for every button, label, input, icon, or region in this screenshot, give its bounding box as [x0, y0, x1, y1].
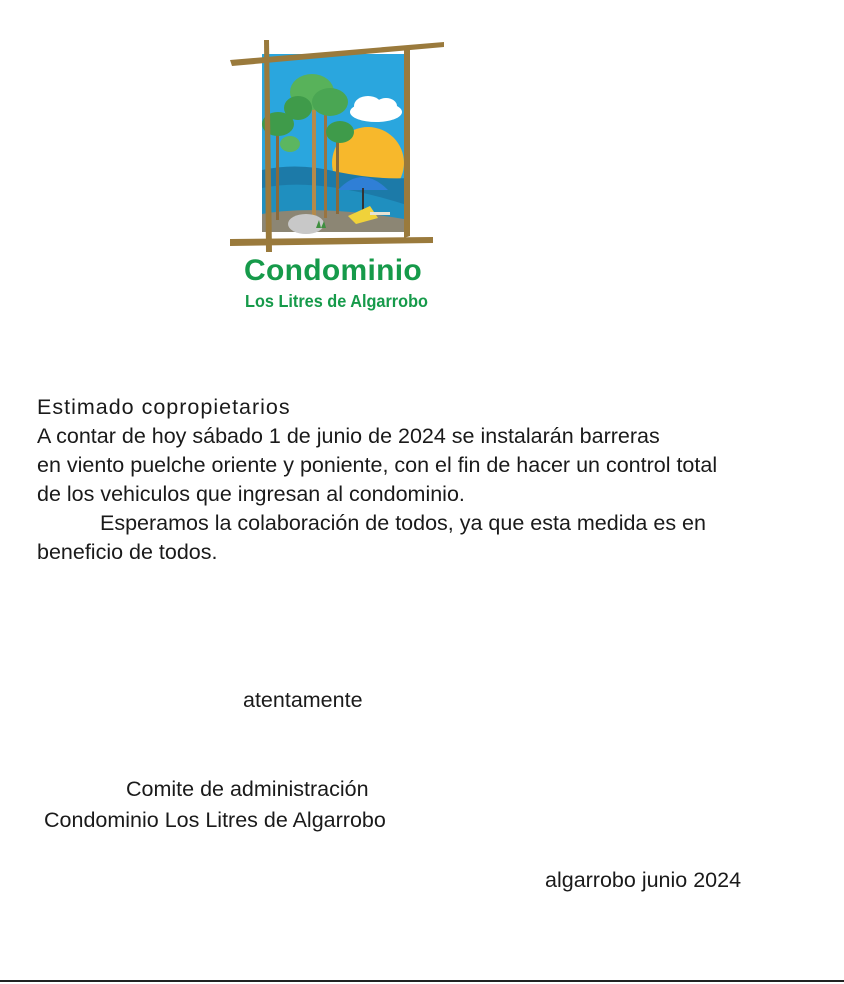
paragraph-1-line-1: A contar de hoy sábado 1 de junio de 2024 se instalarán barreras: [37, 424, 660, 448]
letter-greeting: Estimado copropietarios: [37, 395, 291, 419]
letter-date: algarrobo junio 2024: [545, 868, 742, 892]
paragraph-1-line-2: en viento puelche oriente y poniente, con el fin de hacer un control total: [37, 453, 718, 477]
signature-committee: Comite de administración: [126, 777, 369, 801]
signature-condominium: Condominio Los Litres de Algarrobo: [44, 808, 386, 832]
brand-subtitle: Los Litres de Algarrobo: [245, 291, 428, 311]
paragraph-1-line-3: de los vehiculos que ingresan al condominio.: [37, 482, 465, 506]
paragraph-2-line-1: Esperamos la colaboración de todos, ya que esta medida es en: [100, 511, 706, 535]
letter-closing: atentamente: [243, 688, 363, 712]
brand-title: Condominio: [244, 254, 422, 287]
condominium-logo: [228, 38, 446, 252]
bottom-divider: [0, 980, 844, 982]
paragraph-2-line-2: beneficio de todos.: [37, 540, 218, 564]
letter-body: [37, 393, 837, 567]
logo-illustration: [228, 38, 446, 252]
